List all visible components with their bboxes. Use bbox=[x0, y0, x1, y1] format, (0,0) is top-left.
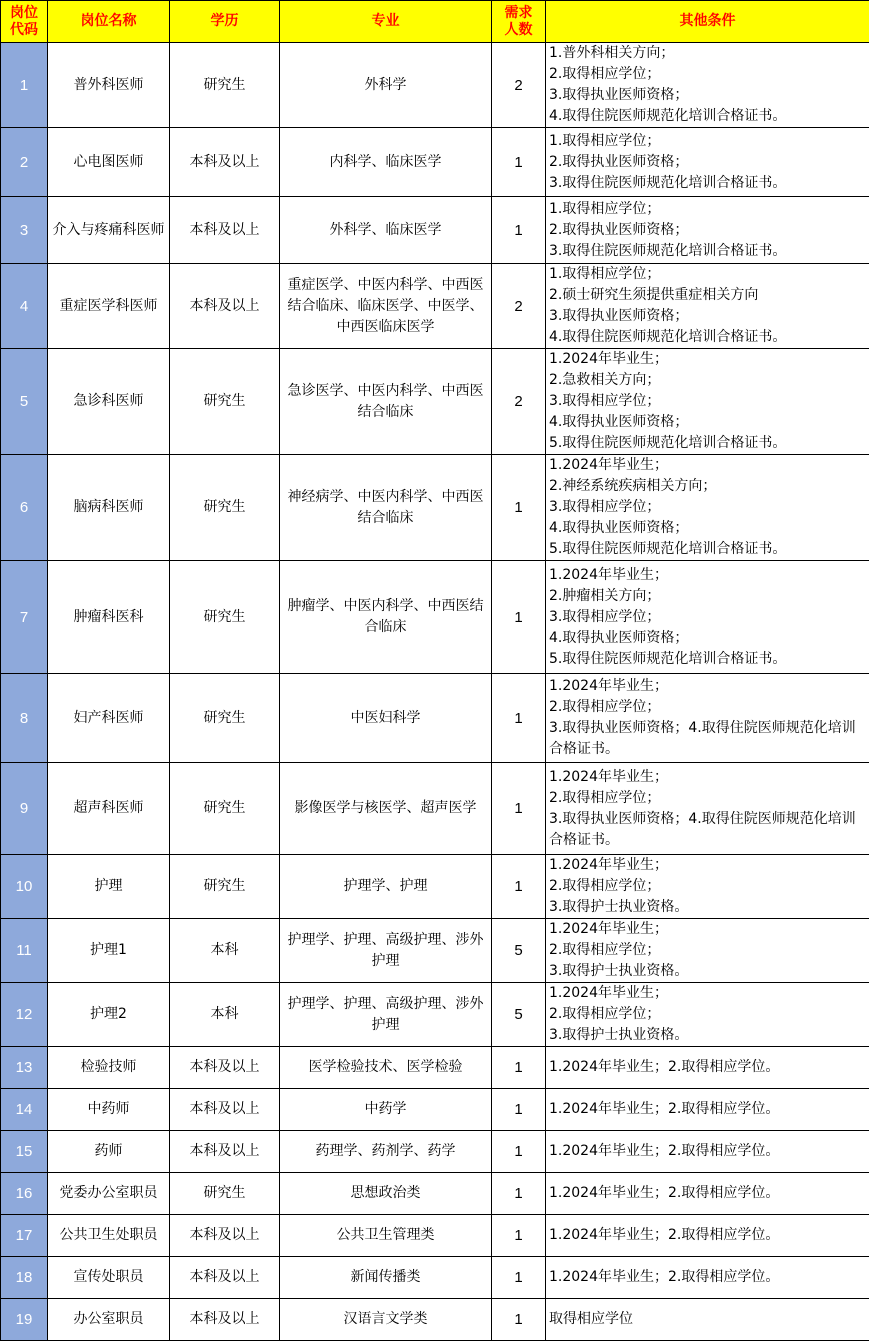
headcount-cell: 1 bbox=[492, 1173, 546, 1215]
condition-line: 3.取得护士执业资格。 bbox=[549, 897, 869, 918]
major-cell: 公共卫生管理类 bbox=[280, 1215, 492, 1257]
education-cell: 本科及以上 bbox=[170, 1215, 280, 1257]
table-row bbox=[1, 919, 869, 983]
post-name-cell: 公共卫生处职员 bbox=[48, 1215, 170, 1257]
headcount-cell: 1 bbox=[492, 128, 546, 197]
headcount-cell: 2 bbox=[492, 264, 546, 349]
major-cell: 新闻传播类 bbox=[280, 1257, 492, 1299]
post-code-cell: 17 bbox=[1, 1215, 48, 1257]
condition-line: 1.取得相应学位； bbox=[549, 264, 869, 285]
post-name-cell: 普外科医师 bbox=[48, 43, 170, 128]
other-conditions-cell bbox=[546, 1047, 869, 1089]
headcount-cell: 5 bbox=[492, 983, 546, 1047]
headcount-cell: 1 bbox=[492, 1047, 546, 1089]
condition-line: 2.取得相应学位； bbox=[549, 1004, 869, 1025]
post-code-cell: 9 bbox=[1, 763, 48, 855]
post-code-cell: 13 bbox=[1, 1047, 48, 1089]
table-row bbox=[1, 128, 869, 197]
header-count: 需求人数 bbox=[492, 1, 546, 43]
post-name-cell: 护理 bbox=[48, 855, 170, 919]
headcount-cell: 1 bbox=[492, 1257, 546, 1299]
condition-line: 取得相应学位 bbox=[549, 1309, 869, 1330]
condition-line: 1.2024年毕业生； bbox=[549, 855, 869, 876]
post-name-cell: 脑病科医师 bbox=[48, 455, 170, 561]
post-code-cell: 12 bbox=[1, 983, 48, 1047]
other-conditions-cell bbox=[546, 1089, 869, 1131]
education-cell: 本科及以上 bbox=[170, 1089, 280, 1131]
other-conditions-cell bbox=[546, 1131, 869, 1173]
other-conditions-cell bbox=[546, 763, 869, 855]
post-name-cell: 护理1 bbox=[48, 919, 170, 983]
headcount-cell: 1 bbox=[492, 561, 546, 674]
other-conditions-cell bbox=[546, 264, 869, 349]
condition-line: 2.肿瘤相关方向； bbox=[549, 586, 869, 607]
post-name-cell: 重症医学科医师 bbox=[48, 264, 170, 349]
post-code-cell: 15 bbox=[1, 1131, 48, 1173]
headcount-cell: 1 bbox=[492, 197, 546, 264]
major-cell: 肿瘤学、中医内科学、中西医结合临床 bbox=[280, 561, 492, 674]
post-code-cell: 2 bbox=[1, 128, 48, 197]
table-row bbox=[1, 763, 869, 855]
header-code: 岗位代码 bbox=[1, 1, 48, 43]
headcount-cell: 1 bbox=[492, 1215, 546, 1257]
condition-line: 3.取得执业医师资格； bbox=[549, 85, 869, 106]
table-row bbox=[1, 1047, 869, 1089]
education-cell: 研究生 bbox=[170, 455, 280, 561]
condition-line: 1.普外科相关方向； bbox=[549, 43, 869, 64]
post-name-cell: 药师 bbox=[48, 1131, 170, 1173]
other-conditions-cell bbox=[546, 983, 869, 1047]
education-cell: 研究生 bbox=[170, 1173, 280, 1215]
table-row bbox=[1, 455, 869, 561]
education-cell: 研究生 bbox=[170, 349, 280, 455]
post-name-cell: 介入与疼痛科医师 bbox=[48, 197, 170, 264]
major-cell: 内科学、临床医学 bbox=[280, 128, 492, 197]
other-conditions-cell bbox=[546, 1257, 869, 1299]
major-cell: 护理学、护理、高级护理、涉外护理 bbox=[280, 983, 492, 1047]
education-cell: 本科及以上 bbox=[170, 264, 280, 349]
post-code-cell: 16 bbox=[1, 1173, 48, 1215]
post-code-cell: 4 bbox=[1, 264, 48, 349]
condition-line: 3.取得相应学位； bbox=[549, 497, 869, 518]
headcount-cell: 1 bbox=[492, 855, 546, 919]
education-cell: 本科及以上 bbox=[170, 1299, 280, 1341]
headcount-cell: 5 bbox=[492, 919, 546, 983]
other-conditions-cell bbox=[546, 197, 869, 264]
table-row bbox=[1, 1215, 869, 1257]
condition-line: 5.取得住院医师规范化培训合格证书。 bbox=[549, 539, 869, 560]
headcount-cell: 2 bbox=[492, 349, 546, 455]
major-cell: 影像医学与核医学、超声医学 bbox=[280, 763, 492, 855]
condition-line: 2.取得相应学位； bbox=[549, 940, 869, 961]
headcount-cell: 2 bbox=[492, 43, 546, 128]
condition-line: 1.2024年毕业生；2.取得相应学位。 bbox=[549, 1141, 869, 1162]
other-conditions-cell bbox=[546, 128, 869, 197]
education-cell: 本科 bbox=[170, 983, 280, 1047]
condition-line: 4.取得执业医师资格； bbox=[549, 412, 869, 433]
condition-line: 3.取得护士执业资格。 bbox=[549, 1025, 869, 1046]
post-code-cell: 5 bbox=[1, 349, 48, 455]
post-name-cell: 超声科医师 bbox=[48, 763, 170, 855]
major-cell: 思想政治类 bbox=[280, 1173, 492, 1215]
table-row bbox=[1, 1089, 869, 1131]
major-cell: 药理学、药剂学、药学 bbox=[280, 1131, 492, 1173]
post-code-cell: 18 bbox=[1, 1257, 48, 1299]
header-edu: 学历 bbox=[170, 1, 280, 43]
table-body bbox=[1, 43, 869, 1341]
post-name-cell: 肿瘤科医科 bbox=[48, 561, 170, 674]
post-code-cell: 14 bbox=[1, 1089, 48, 1131]
post-name-cell: 检验技师 bbox=[48, 1047, 170, 1089]
major-cell: 神经病学、中医内科学、中西医结合临床 bbox=[280, 455, 492, 561]
condition-line: 3.取得住院医师规范化培训合格证书。 bbox=[549, 173, 869, 194]
condition-line: 2.急救相关方向； bbox=[549, 370, 869, 391]
condition-line: 1.取得相应学位； bbox=[549, 131, 869, 152]
major-cell: 外科学 bbox=[280, 43, 492, 128]
table-row bbox=[1, 855, 869, 919]
table-row bbox=[1, 43, 869, 128]
other-conditions-cell bbox=[546, 455, 869, 561]
education-cell: 研究生 bbox=[170, 43, 280, 128]
major-cell: 中药学 bbox=[280, 1089, 492, 1131]
table-row bbox=[1, 264, 869, 349]
table-row bbox=[1, 1173, 869, 1215]
condition-line: 1.2024年毕业生；2.取得相应学位。 bbox=[549, 1183, 869, 1204]
condition-line: 3.取得执业医师资格； bbox=[549, 306, 869, 327]
other-conditions-cell bbox=[546, 561, 869, 674]
post-code-cell: 11 bbox=[1, 919, 48, 983]
post-code-cell: 10 bbox=[1, 855, 48, 919]
condition-line: 4.取得执业医师资格； bbox=[549, 518, 869, 539]
major-cell: 汉语言文学类 bbox=[280, 1299, 492, 1341]
other-conditions-cell bbox=[546, 349, 869, 455]
condition-line: 1.2024年毕业生； bbox=[549, 455, 869, 476]
post-name-cell: 党委办公室职员 bbox=[48, 1173, 170, 1215]
headcount-cell: 1 bbox=[492, 1089, 546, 1131]
condition-line: 2.取得执业医师资格； bbox=[549, 152, 869, 173]
post-code-cell: 8 bbox=[1, 674, 48, 763]
condition-line: 2.取得相应学位； bbox=[549, 697, 869, 718]
condition-line: 3.取得相应学位； bbox=[549, 391, 869, 412]
education-cell: 本科及以上 bbox=[170, 1047, 280, 1089]
table-row bbox=[1, 983, 869, 1047]
condition-line: 1.2024年毕业生；2.取得相应学位。 bbox=[549, 1099, 869, 1120]
education-cell: 研究生 bbox=[170, 763, 280, 855]
condition-line: 1.2024年毕业生； bbox=[549, 767, 869, 788]
condition-line: 4.取得执业医师资格； bbox=[549, 628, 869, 649]
post-code-cell: 1 bbox=[1, 43, 48, 128]
post-name-cell: 中药师 bbox=[48, 1089, 170, 1131]
other-conditions-cell bbox=[546, 1215, 869, 1257]
condition-line: 4.取得住院医师规范化培训合格证书。 bbox=[549, 327, 869, 348]
major-cell: 护理学、护理 bbox=[280, 855, 492, 919]
education-cell: 本科及以上 bbox=[170, 197, 280, 264]
major-cell: 急诊医学、中医内科学、中西医结合临床 bbox=[280, 349, 492, 455]
post-code-cell: 7 bbox=[1, 561, 48, 674]
headcount-cell: 1 bbox=[492, 1131, 546, 1173]
post-code-cell: 19 bbox=[1, 1299, 48, 1341]
education-cell: 研究生 bbox=[170, 561, 280, 674]
condition-line: 3.取得执业医师资格；4.取得住院医师规范化培训合格证书。 bbox=[549, 809, 869, 851]
other-conditions-cell bbox=[546, 674, 869, 763]
condition-line: 1.2024年毕业生；2.取得相应学位。 bbox=[549, 1057, 869, 1078]
condition-line: 5.取得住院医师规范化培训合格证书。 bbox=[549, 433, 869, 454]
header-other: 其他条件 bbox=[546, 1, 869, 43]
post-name-cell: 宣传处职员 bbox=[48, 1257, 170, 1299]
headcount-cell: 1 bbox=[492, 455, 546, 561]
education-cell: 本科及以上 bbox=[170, 1257, 280, 1299]
education-cell: 本科 bbox=[170, 919, 280, 983]
condition-line: 1.2024年毕业生； bbox=[549, 676, 869, 697]
other-conditions-cell bbox=[546, 43, 869, 128]
post-name-cell: 心电图医师 bbox=[48, 128, 170, 197]
headcount-cell: 1 bbox=[492, 763, 546, 855]
other-conditions-cell bbox=[546, 919, 869, 983]
education-cell: 本科及以上 bbox=[170, 128, 280, 197]
header-name: 岗位名称 bbox=[48, 1, 170, 43]
headcount-cell: 1 bbox=[492, 674, 546, 763]
other-conditions-cell bbox=[546, 855, 869, 919]
condition-line: 3.取得住院医师规范化培训合格证书。 bbox=[549, 241, 869, 262]
condition-line: 2.神经系统疾病相关方向； bbox=[549, 476, 869, 497]
condition-line: 2.硕士研究生须提供重症相关方向 bbox=[549, 285, 869, 306]
condition-line: 3.取得护士执业资格。 bbox=[549, 961, 869, 982]
table-row bbox=[1, 561, 869, 674]
post-code-cell: 3 bbox=[1, 197, 48, 264]
education-cell: 研究生 bbox=[170, 674, 280, 763]
condition-line: 4.取得住院医师规范化培训合格证书。 bbox=[549, 106, 869, 127]
education-cell: 研究生 bbox=[170, 855, 280, 919]
post-name-cell: 护理2 bbox=[48, 983, 170, 1047]
condition-line: 2.取得相应学位； bbox=[549, 64, 869, 85]
table-row bbox=[1, 1257, 869, 1299]
major-cell: 外科学、临床医学 bbox=[280, 197, 492, 264]
post-name-cell: 妇产科医师 bbox=[48, 674, 170, 763]
table-row bbox=[1, 1131, 869, 1173]
table-row bbox=[1, 197, 869, 264]
condition-line: 1.2024年毕业生；2.取得相应学位。 bbox=[549, 1225, 869, 1246]
other-conditions-cell bbox=[546, 1173, 869, 1215]
condition-line: 1.2024年毕业生； bbox=[549, 349, 869, 370]
headcount-cell: 1 bbox=[492, 1299, 546, 1341]
header-major: 专业 bbox=[280, 1, 492, 43]
condition-line: 3.取得相应学位； bbox=[549, 607, 869, 628]
table-row bbox=[1, 349, 869, 455]
condition-line: 1.2024年毕业生； bbox=[549, 565, 869, 586]
major-cell: 重症医学、中医内科学、中西医结合临床、临床医学、中医学、中西医临床医学 bbox=[280, 264, 492, 349]
condition-line: 3.取得执业医师资格；4.取得住院医师规范化培训合格证书。 bbox=[549, 718, 869, 760]
other-conditions-cell bbox=[546, 1299, 869, 1341]
condition-line: 2.取得执业医师资格； bbox=[549, 220, 869, 241]
table-row bbox=[1, 1299, 869, 1341]
table-row bbox=[1, 674, 869, 763]
post-name-cell: 办公室职员 bbox=[48, 1299, 170, 1341]
education-cell: 本科及以上 bbox=[170, 1131, 280, 1173]
condition-line: 2.取得相应学位； bbox=[549, 876, 869, 897]
condition-line: 1.取得相应学位； bbox=[549, 199, 869, 220]
header-row bbox=[1, 1, 869, 43]
major-cell: 医学检验技术、医学检验 bbox=[280, 1047, 492, 1089]
condition-line: 1.2024年毕业生； bbox=[549, 983, 869, 1004]
condition-line: 5.取得住院医师规范化培训合格证书。 bbox=[549, 649, 869, 670]
major-cell: 中医妇科学 bbox=[280, 674, 492, 763]
condition-line: 1.2024年毕业生； bbox=[549, 919, 869, 940]
condition-line: 1.2024年毕业生；2.取得相应学位。 bbox=[549, 1267, 869, 1288]
major-cell: 护理学、护理、高级护理、涉外护理 bbox=[280, 919, 492, 983]
condition-line: 2.取得相应学位； bbox=[549, 788, 869, 809]
post-code-cell: 6 bbox=[1, 455, 48, 561]
post-name-cell: 急诊科医师 bbox=[48, 349, 170, 455]
